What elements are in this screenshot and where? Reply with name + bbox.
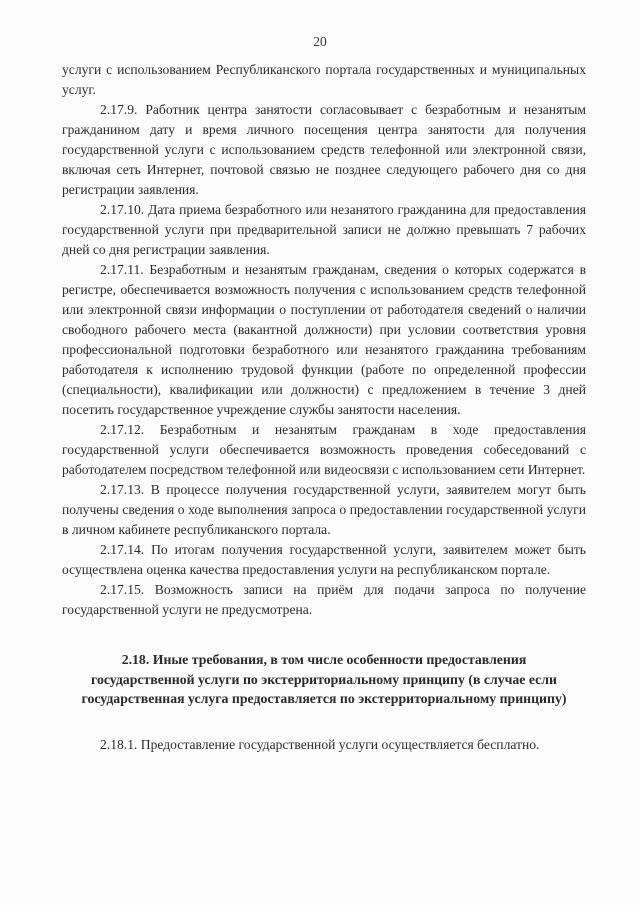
paragraph-2-18-1: 2.18.1. Предоставление государственной услуги осуществляется бесплатно. [100,736,540,752]
paragraph-2-17-12: 2.17.12. Безработным и незанятым гражданам в ходе предоставления государственной услуги обеспечивается возможность проведения собеседований с работодателем посредством телефонной или видеосвязи с использованием сети Интернет. [62,422,586,477]
paragraph-2-17-9: 2.17.9. Работник центра занятости согласовывает с безработным и незанятым гражданином дату и время личного посещения центра занятости для получения государственной услуги с использованием средств телефонной или электронной связи, включая сеть Интернет, почтовой связью не позднее следующего рабочего дня со дня регистрации заявления. [62,102,586,197]
document-body [62,60,586,755]
page-number: 20 [313,34,327,49]
paragraph-continuation: услуги с использованием Республиканского портала государственных и муниципальных услуг. [62,62,586,97]
paragraph-2-17-13: 2.17.13. В процессе получения государственной услуги, заявителем могут быть получены сведения о ходе выполнения запроса о предоставлении государственной услуги в личном кабинете республиканского портала. [62,482,586,537]
paragraph-2-17-15: 2.17.15. Возможность записи на приём для подачи запроса по получение государственной услуги не предусмотрена. [62,582,586,617]
paragraph-2-17-11: 2.17.11. Безработным и незанятым гражданам, сведения о которых содержатся в регистре, обеспечивается возможность получения с использованием средств телефонной или электронной связи информации о поступлении от работодателя сведений о наличии свободного рабочего места (вакантной должности) при условии соответствия уровня профессиональной подготовки безработного или незанятого гражданина требованиям работодателя к исполнению трудовой функции (работе по определенной профессии (специальности), квалификации или должности) с предложением в течение 3 дней посетить государственное учреждение службы занятости населения. [62,262,586,417]
paragraph-2-17-14: 2.17.14. По итогам получения государственной услуги, заявителем может быть осуществлена оценка качества предоставления услуги на республиканском портале. [62,542,586,577]
paragraph-2-17-10: 2.17.10. Дата приема безработного или незанятого гражданина для предоставления государственной услуги при предварительной записи не должно превышать 7 рабочих дней со дня регистрации заявления. [62,202,586,257]
section-heading-2-18: 2.18. Иные требования, в том числе особенности предоставления государственной услуги по экстерриториальному принципу (в случае если государственная услуга предоставляется по экстерриториальному принципу) [81,652,567,706]
